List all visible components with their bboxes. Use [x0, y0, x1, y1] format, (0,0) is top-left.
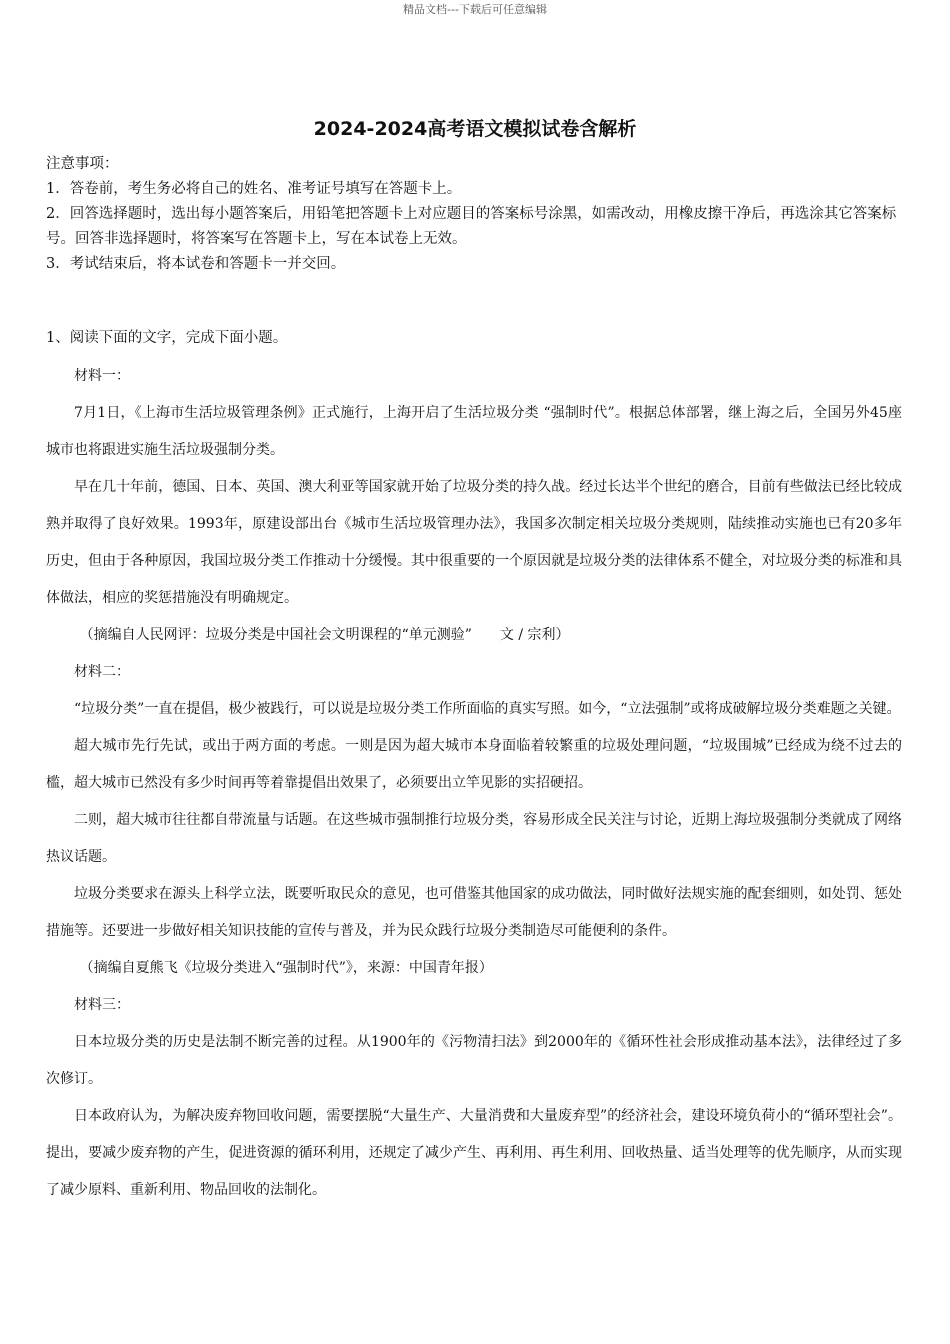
notice-item: 3．考试结束后，将本试卷和答题卡一并交回。 [46, 256, 346, 272]
material-paragraph: 日本政府认为，为解决废弃物回收问题，需要摆脱“大量生产、大量消费和大量废弃型”的经济社会，建设环境负荷小的“循环型社会”。提出，要减少废弃物的产生，促进资源的循环利用，还规定了减少产生、再利用、再生利用、回收热量、适当处理等的优先顺序，从而实现了减少原料、重新利用、物品回收的法制化。 [46, 1108, 902, 1198]
question-prompt: 1、阅读下面的文字，完成下面小题。 [46, 330, 288, 346]
material-paragraph: 垃圾分类要求在源头上科学立法，既要听取民众的意见，也可借鉴其他国家的成功做法，同时做好法规实施的配套细则，如处罚、惩处措施等。还要进一步做好相关知识技能的宣传与普及，并为民众践行垃圾分类制造尽可能便利的条件。 [46, 886, 902, 939]
material-label: 材料一： [74, 368, 130, 384]
material-paragraph: 超大城市先行先试，或出于两方面的考虑。一则是因为超大城市本身面临着较繁重的垃圾处理问题，“垃圾围城”已经成为绕不过去的槛，超大城市已然没有多少时间再等着靠提倡出效果了，必须要出立竿见影的实招硬招。 [46, 738, 902, 791]
question-body [46, 326, 902, 1209]
material-paragraph: 早在几十年前，德国、日本、英国、澳大利亚等国家就开始了垃圾分类的持久战。经过长达半个世纪的磨合，目前有些做法已经比较成熟并取得了良好效果。1993年，原建设部出台《城市生活垃圾管理办法》，我国多次制定相关垃圾分类规则，陆续推动实施也已有20多年历史，但由于各种原因，我国垃圾分类工作推动十分缓慢。其中很重要的一个原因就是垃圾分类的法律体系不健全，对垃圾分类的标准和具体做法，相应的奖惩措施没有明确规定。 [46, 479, 902, 606]
material-paragraph: 7月1日，《上海市生活垃圾管理条例》正式施行，上海开启了生活垃圾分类 “强制时代”。根据总体部署，继上海之后，全国另外45座城市也将跟进实施生活垃圾强制分类。 [46, 405, 902, 458]
material-label: 材料二： [74, 664, 130, 680]
material-source: （摘编自人民网评：垃圾分类是中国社会文明课程的“单元测验” 文 / 宗利） [79, 627, 570, 643]
notice-item: 2．回答选择题时，选出每小题答案后，用铅笔把答题卡上对应题目的答案标号涂黑，如需改动，用橡皮擦干净后，再选涂其它答案标号。回答非选择题时，将答案写在答题卡上，写在本试卷上无效。 [46, 206, 897, 247]
notice-section [46, 152, 906, 277]
material-label: 材料三： [74, 997, 130, 1013]
document-title: 2024-2024高考语文模拟试卷含解析 [313, 118, 637, 140]
material-source: （摘编自夏熊飞《垃圾分类进入“强制时代”》，来源：中国青年报） [79, 960, 493, 976]
material-paragraph: 日本垃圾分类的历史是法制不断完善的过程。从1900年的《污物清扫法》到2000年的《循环性社会形成推动基本法》，法律经过了多次修订。 [46, 1034, 902, 1087]
notice-item: 1．答卷前，考生务必将自己的姓名、准考证号填写在答题卡上。 [46, 181, 462, 197]
material-paragraph: “垃圾分类”一直在提倡，极少被践行，可以说是垃圾分类工作所面临的真实写照。如今，“立法强制”或将成破解垃圾分类难题之关键。 [74, 701, 901, 717]
notice-heading: 注意事项： [46, 156, 119, 172]
material-paragraph: 二则，超大城市往往都自带流量与话题。在这些城市强制推行垃圾分类，容易形成全民关注与讨论，近期上海垃圾强制分类就成了网络热议话题。 [46, 812, 902, 865]
page-header-note: 精品文档---下载后可任意编辑 [403, 3, 547, 16]
